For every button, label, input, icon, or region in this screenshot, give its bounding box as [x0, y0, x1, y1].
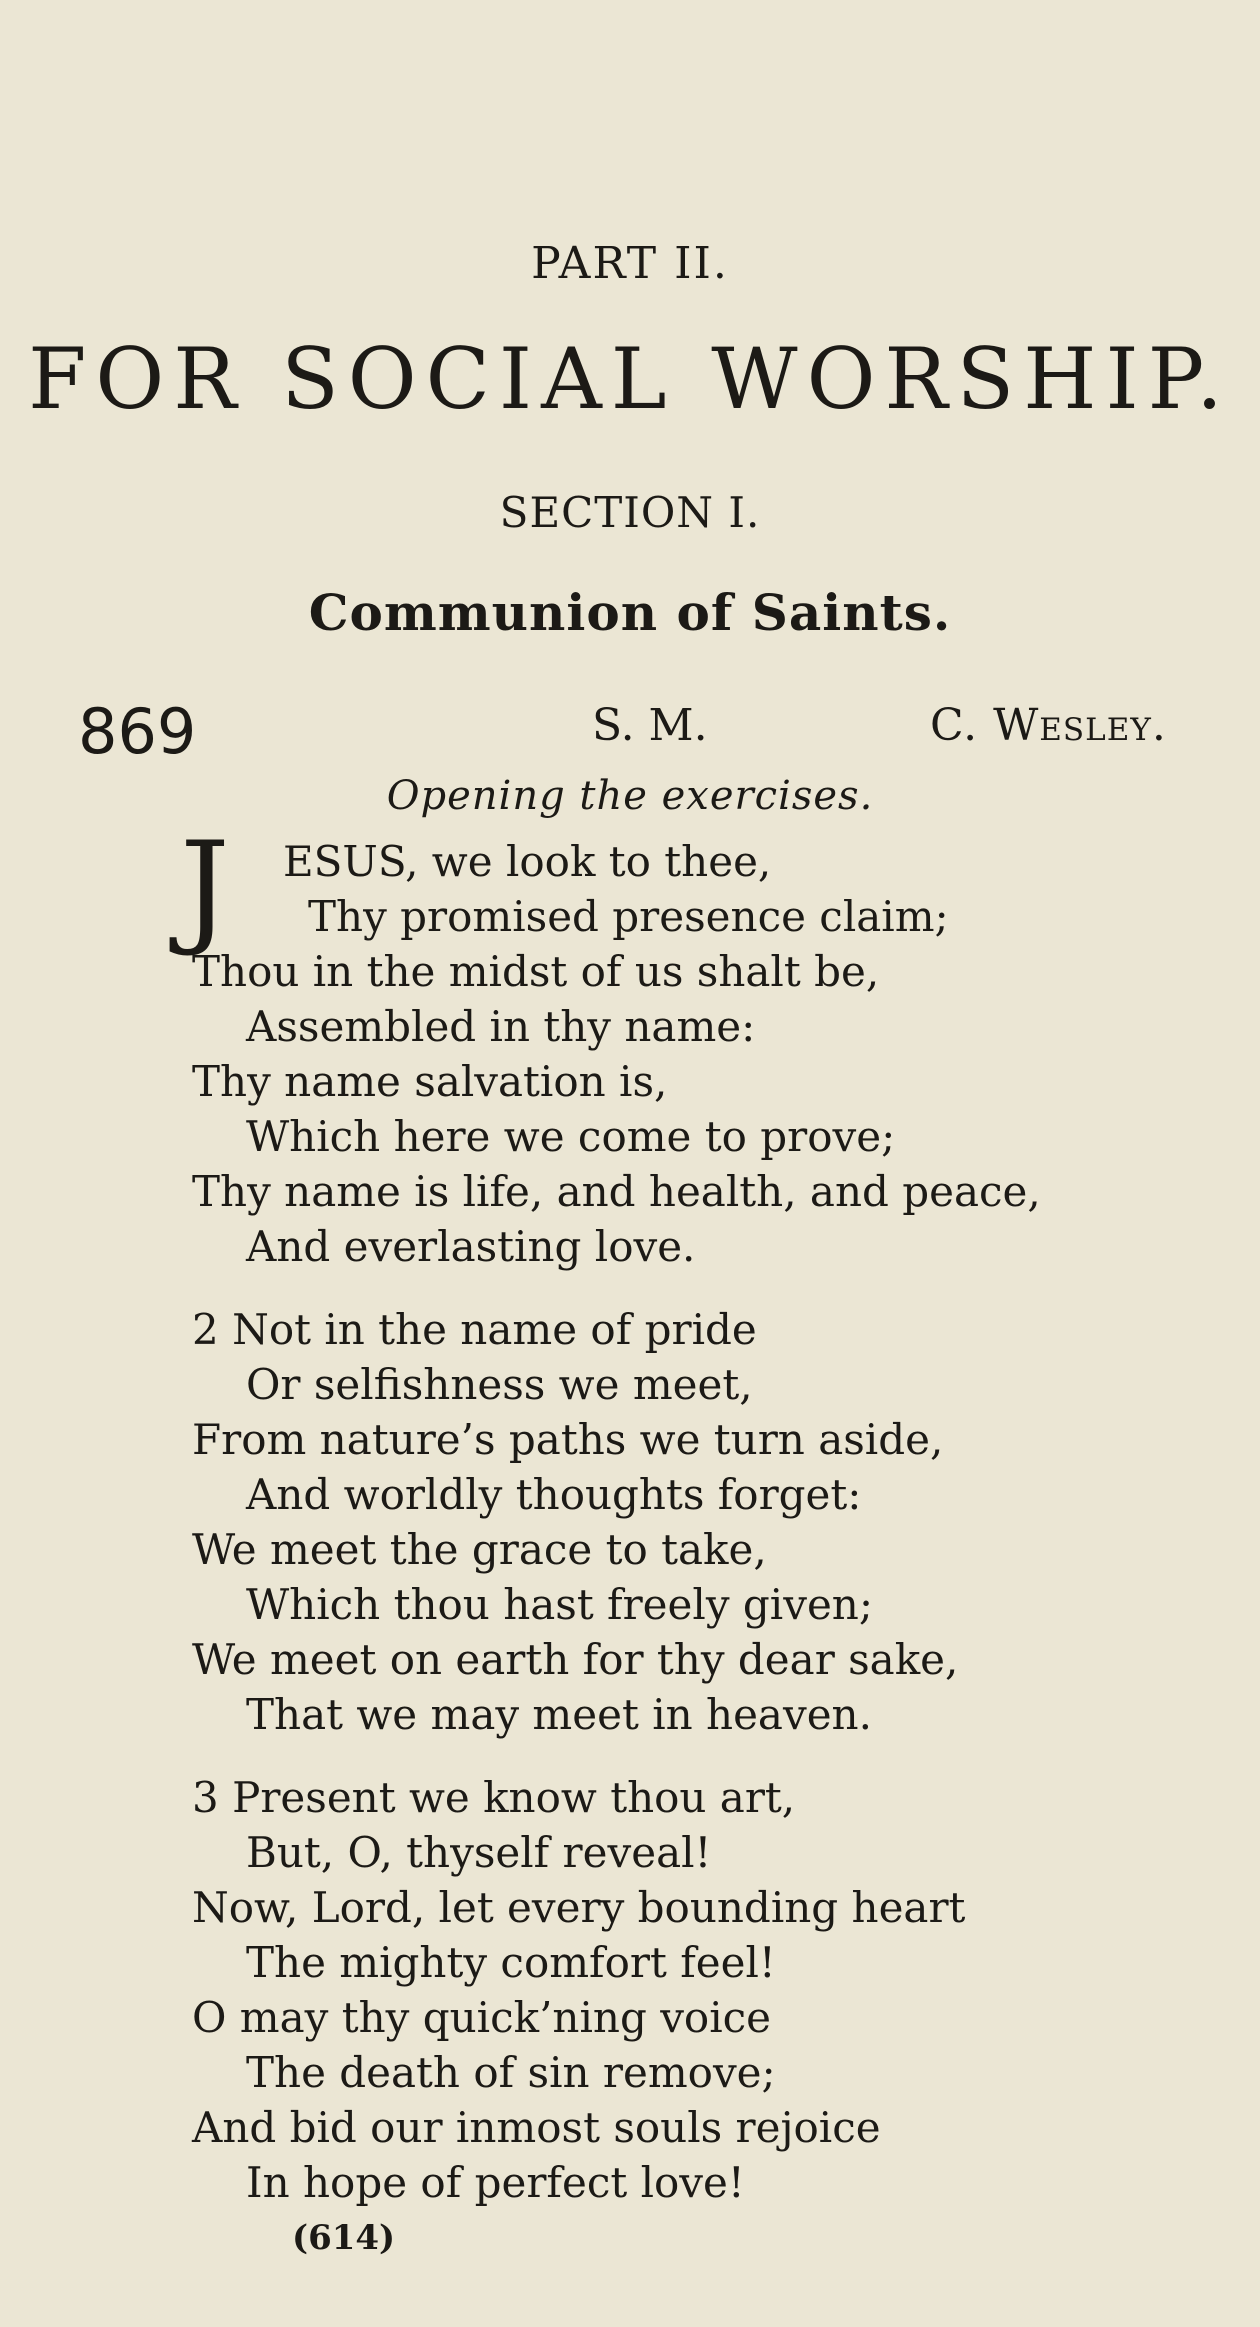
verse-2-line-7: We meet on earth for thy dear sake,: [192, 1635, 959, 1684]
verse-1-line-5: Thy name salvation is,: [192, 1057, 668, 1106]
verse-2-line-1: 2 Not in the name of pride: [192, 1305, 757, 1354]
verse-3-line-7: And bid our inmost souls rejoice: [192, 2103, 881, 2152]
verse-2-line-3: From nature’s paths we turn aside,: [192, 1415, 944, 1464]
verse-2-line-4: And worldly thoughts forget:: [246, 1470, 862, 1519]
verse-1-line-8: And everlasting love.: [246, 1222, 696, 1271]
verse-2-line-5: We meet the grace to take,: [192, 1525, 767, 1574]
verse-1-line-3: Thou in the midst of us shalt be,: [192, 947, 880, 996]
verse-3-line-3: Now, Lord, let every bounding heart: [192, 1883, 966, 1932]
verse-3-line-4: The mighty comfort feel!: [246, 1938, 776, 1987]
drop-cap: J: [180, 816, 230, 960]
verse-3-line-1: 3 Present we know thou art,: [192, 1773, 796, 1822]
hymn-number: 869: [78, 695, 197, 768]
verse-1-line-2: Thy promised presence claim;: [308, 892, 949, 941]
verse-2-line-6: Which thou hast freely given;: [246, 1580, 874, 1629]
page-number: (614): [292, 2218, 396, 2258]
verse-3-line-8: In hope of perfect love!: [246, 2158, 745, 2207]
hymn-meter: S. M.: [592, 700, 708, 751]
verse-1-line-1: ESUS, we look to thee,: [283, 837, 772, 886]
verse-2-line-2: Or selfishness we meet,: [246, 1360, 753, 1409]
part-heading: PART II.: [531, 238, 729, 289]
verse-1-line-7: Thy name is life, and health, and peace,: [192, 1167, 1041, 1216]
section-heading: SECTION I.: [499, 488, 761, 537]
verse-1-line-6: Which here we come to prove;: [246, 1112, 896, 1161]
section-subject: Communion of Saints.: [308, 583, 952, 642]
hymn-author: C. Wesley.: [930, 700, 1167, 751]
verse-1-line-4: Assembled in thy name:: [246, 1002, 756, 1051]
verse-3-line-2: But, O, thyself reveal!: [246, 1828, 712, 1877]
verse-3-line-5: O may thy quick’ning voice: [192, 1993, 772, 2042]
verse-3-line-6: The death of sin remove;: [246, 2048, 776, 2097]
hymn-occasion: Opening the exercises.: [386, 773, 874, 819]
verse-2-line-8: That we may meet in heaven.: [246, 1690, 872, 1739]
page-title: FOR SOCIAL WORSHIP.: [28, 330, 1232, 428]
